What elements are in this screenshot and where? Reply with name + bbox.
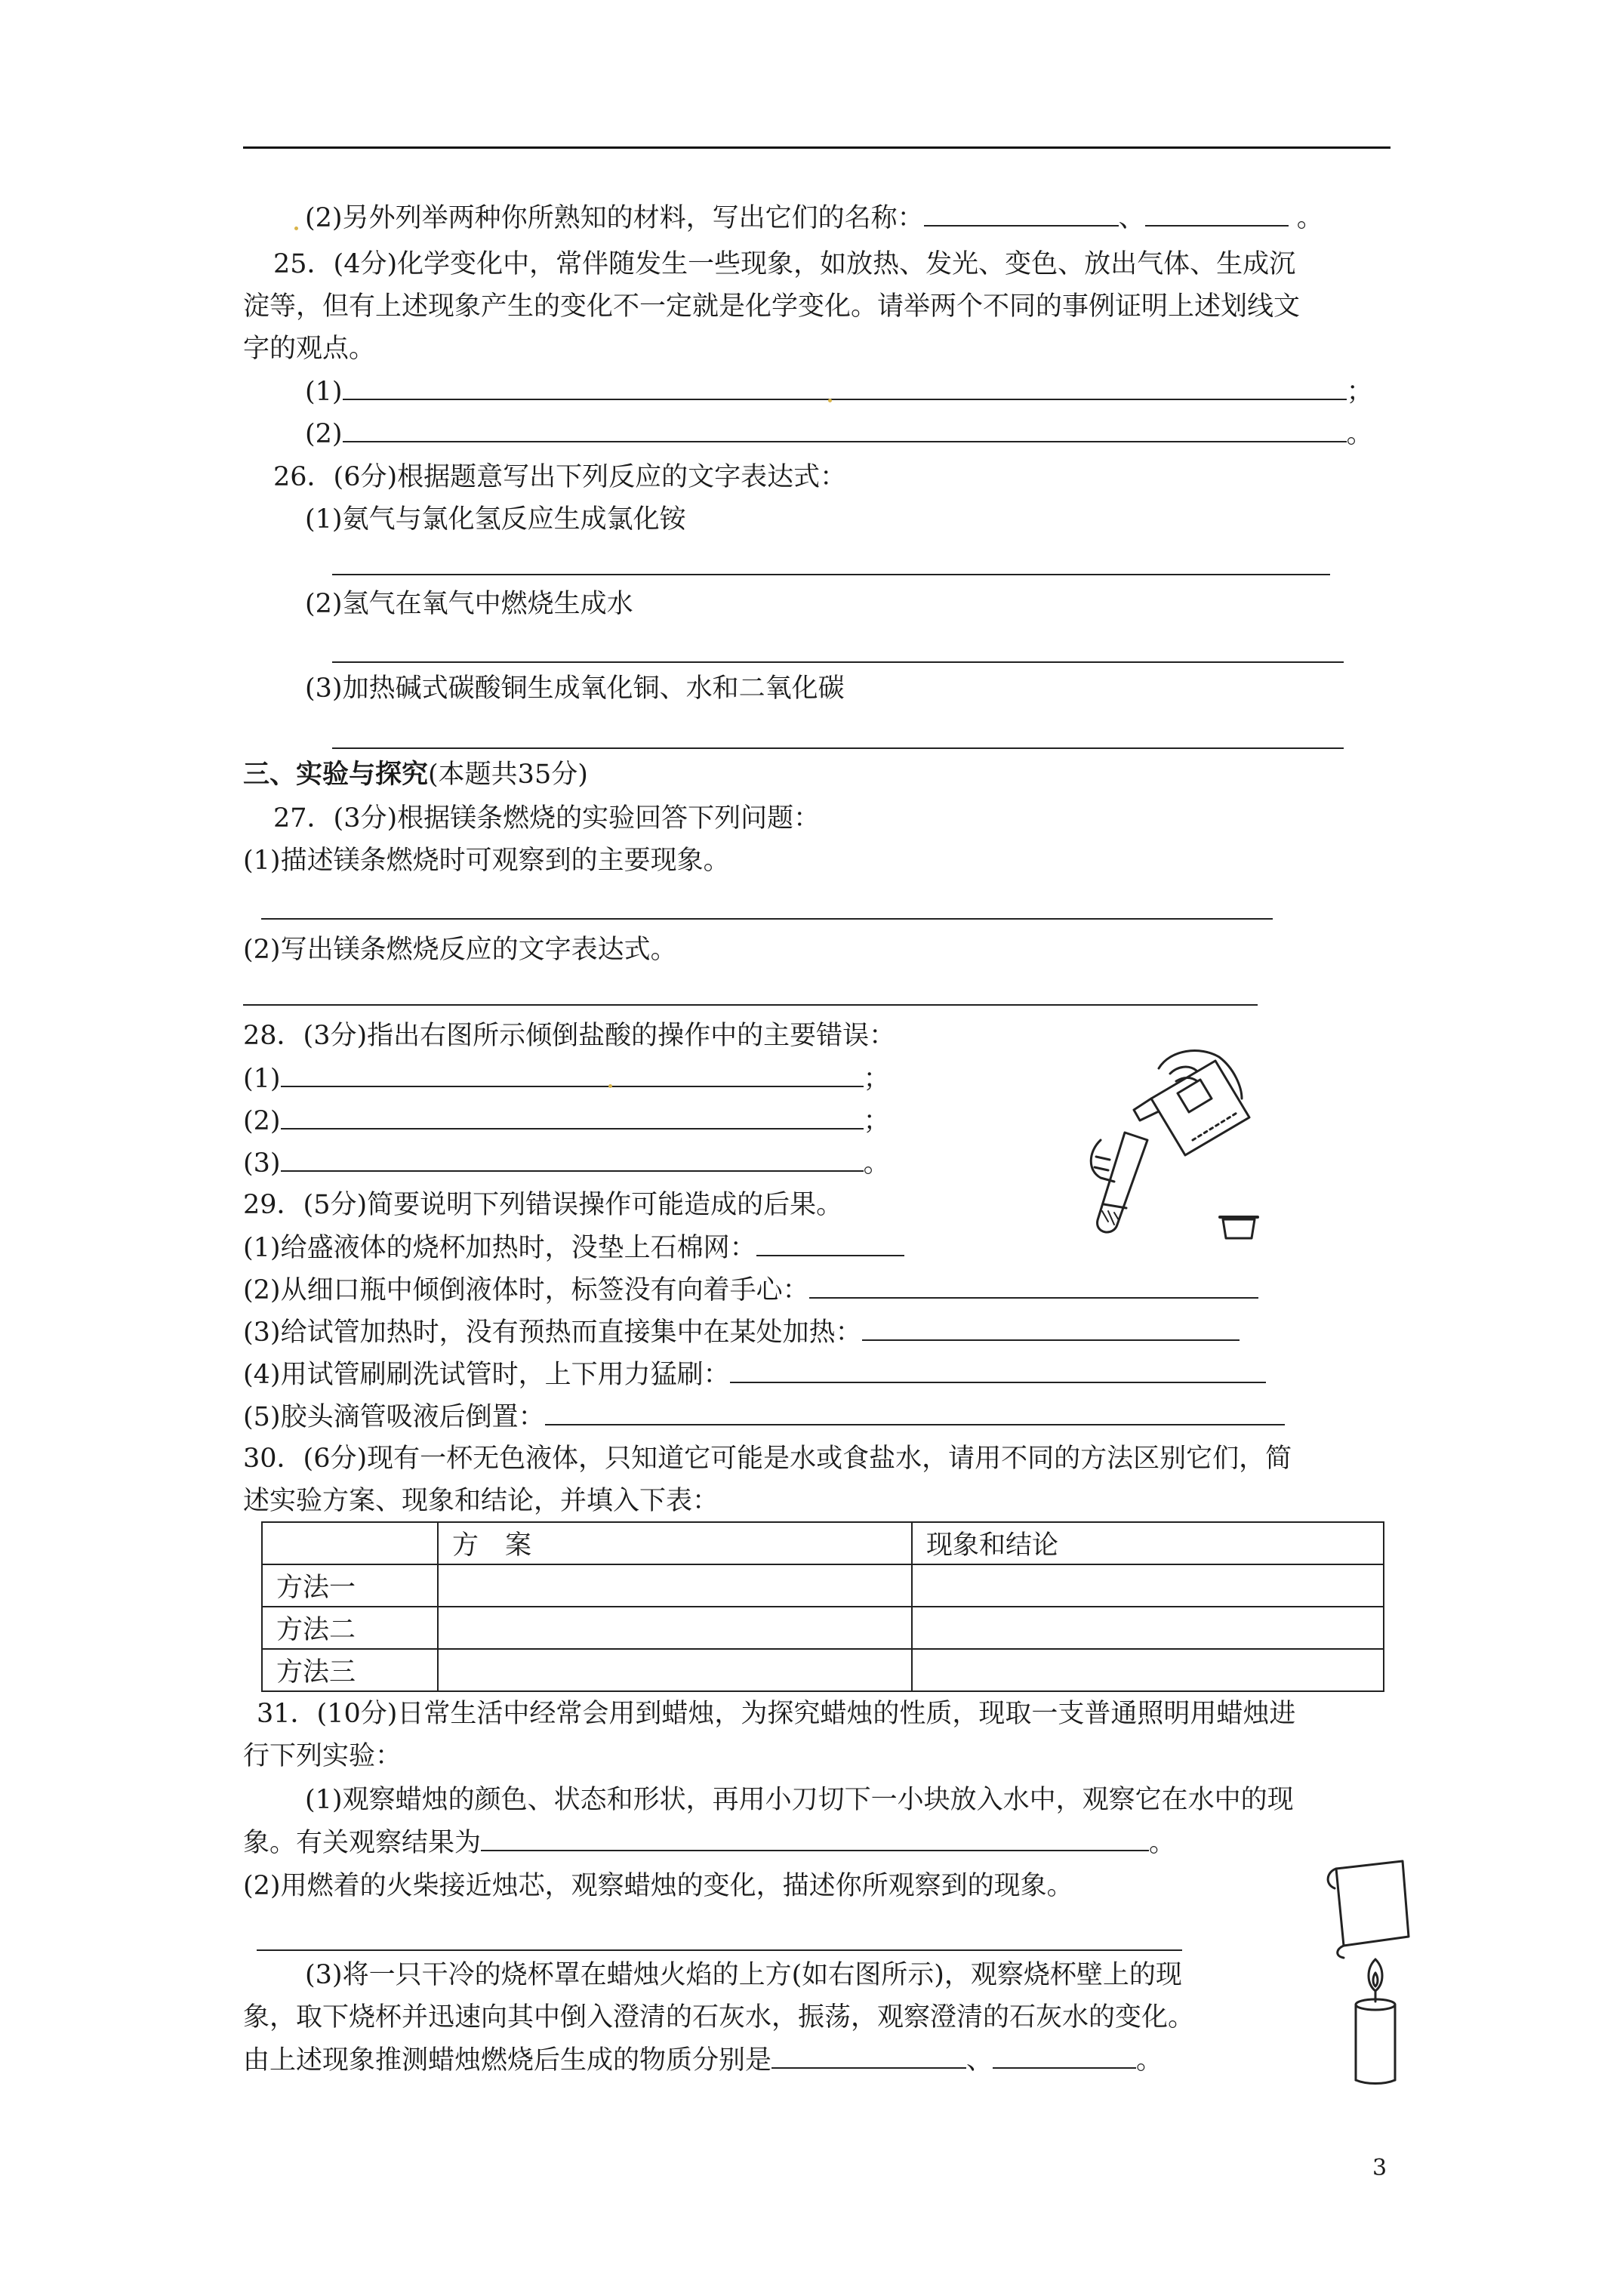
answer-blank[interactable]: [862, 1315, 1240, 1341]
answer-blank[interactable]: [281, 1104, 864, 1130]
table-header-cell: 现象和结论: [912, 1522, 1384, 1564]
answer-blank[interactable]: [771, 2043, 966, 2069]
answer-blank[interactable]: [481, 1826, 1149, 1851]
page-number: 3: [1372, 2155, 1387, 2181]
q28-item2: (2) ；: [243, 1104, 890, 1138]
q31-line1: 31．(10分)日常生活中经常会用到蜡烛，为探究蜡烛的性质，现取一支普通照明用蜡烛进: [257, 1699, 1296, 1729]
q27-item1: (1)描述镁条燃烧时可观察到的主要现象。: [243, 846, 730, 876]
q31-p1-line1: (1)观察蜡烛的颜色、状态和形状，再用小刀切下一小块放入水中，观察它在水中的现: [305, 1785, 1294, 1815]
section-heading: 三、实验与探究(本题共35分): [243, 759, 588, 790]
q28-item3: (3) 。: [243, 1146, 890, 1180]
q26-item2: (2)氢气在氧气中燃烧生成水: [305, 589, 633, 619]
candle-beaker-figure: [1313, 1854, 1427, 2088]
q26-item1: (1)氨气与氯化氢反应生成氯化铵: [305, 504, 686, 535]
answer-cell[interactable]: [912, 1607, 1384, 1649]
q29-item4: (4)用试管刷刷洗试管时，上下用力猛刷：: [243, 1358, 1266, 1391]
q31-p2: (2)用燃着的火柴接近烛芯，观察蜡烛的变化，描述你所观察到的现象。: [243, 1871, 1073, 1901]
pouring-acid-figure: [1087, 1027, 1268, 1253]
q25-line1: 25．(4分)化学变化中，常伴随发生一些现象，如放热、发光、变色、放出气体、生成沉: [273, 249, 1296, 279]
q25-item2: (2) 。: [305, 417, 1373, 451]
q24-line: (2)另外列举两种你所熟知的材料，写出它们的名称： 、 。: [305, 201, 1323, 235]
answer-line[interactable]: [332, 661, 1344, 663]
q29-item5: (5)胶头滴管吸液后倒置：: [243, 1400, 1285, 1434]
speck: [828, 399, 832, 402]
q26-title: 26．(6分)根据题意写出下列反应的文字表达式：: [273, 462, 847, 492]
methods-table: [261, 1521, 1384, 1692]
speck: [608, 1084, 612, 1088]
q31-p3-line3: 由上述现象推测蜡烛燃烧后生成的物质分别是 、 。: [243, 2043, 1163, 2077]
q31-p3-line1: (3)将一只干冷的烧杯罩在蜡烛火焰的上方(如右图所示)，观察烧杯壁上的现: [305, 1960, 1182, 1990]
row-label: 方法二: [262, 1607, 438, 1649]
table-row: [262, 1564, 1384, 1607]
table-row: [262, 1607, 1384, 1649]
q30-line1: 30．(6分)现有一杯无色液体，只知道它可能是水或食盐水，请用不同的方法区别它们，简: [243, 1444, 1292, 1474]
answer-blank[interactable]: [281, 1146, 864, 1172]
answer-blank[interactable]: [281, 1062, 864, 1087]
q29-item3: (3)给试管加热时，没有预热而直接集中在某处加热：: [243, 1315, 1240, 1349]
answer-blank[interactable]: [924, 201, 1119, 227]
answer-line[interactable]: [243, 1004, 1258, 1006]
row-label: 方法三: [262, 1649, 438, 1691]
answer-blank[interactable]: [1145, 201, 1289, 227]
answer-line[interactable]: [332, 747, 1344, 749]
q31-p3-line2: 象，取下烧杯并迅速向其中倒入澄清的石灰水，振荡，观察澄清的石灰水的变化。: [243, 2002, 1195, 2032]
table-header-cell: [262, 1522, 438, 1564]
q27-item2: (2)写出镁条燃烧反应的文字表达式。: [243, 935, 677, 965]
answer-blank[interactable]: [756, 1231, 904, 1256]
q29-title: 29．(5分)简要说明下列错误操作可能造成的后果。: [243, 1190, 843, 1220]
answer-blank[interactable]: [993, 2043, 1136, 2069]
answer-blank[interactable]: [343, 417, 1347, 442]
q27-title: 27．(3分)根据镁条燃烧的实验回答下列问题：: [273, 803, 821, 834]
q25-line3: 字的观点。: [243, 334, 376, 364]
q29-item2: (2)从细口瓶中倾倒液体时，标签没有向着手心：: [243, 1273, 1258, 1307]
q31-p1-line2: 象。有关观察结果为 。: [243, 1826, 1175, 1860]
speck: [294, 227, 298, 230]
answer-line[interactable]: [332, 574, 1330, 575]
table-header-cell: 方 案: [438, 1522, 912, 1564]
answer-cell[interactable]: [912, 1564, 1384, 1607]
q28-item1: (1) ；: [243, 1062, 890, 1096]
answer-cell[interactable]: [438, 1564, 912, 1607]
answer-line[interactable]: [261, 918, 1273, 920]
q25-item1: (1) ；: [305, 374, 1373, 408]
q28-title: 28．(3分)指出右图所示倾倒盐酸的操作中的主要错误：: [243, 1021, 896, 1051]
q31-line2: 行下列实验：: [243, 1741, 402, 1771]
answer-cell[interactable]: [438, 1649, 912, 1691]
q29-item1: (1)给盛液体的烧杯加热时，没垫上石棉网：: [243, 1231, 904, 1265]
answer-blank[interactable]: [343, 374, 1347, 400]
answer-cell[interactable]: [912, 1649, 1384, 1691]
q25-line2: 淀等，但有上述现象产生的变化不一定就是化学变化。请举两个不同的事例证明上述划线文: [243, 291, 1301, 322]
answer-blank[interactable]: [809, 1273, 1258, 1299]
answer-line[interactable]: [257, 1949, 1182, 1951]
q30-line2: 述实验方案、现象和结论，并填入下表：: [243, 1486, 719, 1516]
answer-cell[interactable]: [438, 1607, 912, 1649]
answer-blank[interactable]: [545, 1400, 1285, 1425]
table-header-row: [262, 1522, 1384, 1564]
answer-blank[interactable]: [730, 1358, 1266, 1383]
header-rule: [243, 146, 1390, 149]
row-label: 方法一: [262, 1564, 438, 1607]
table-row: [262, 1649, 1384, 1691]
q26-item3: (3)加热碱式碳酸铜生成氧化铜、水和二氧化碳: [305, 673, 845, 704]
